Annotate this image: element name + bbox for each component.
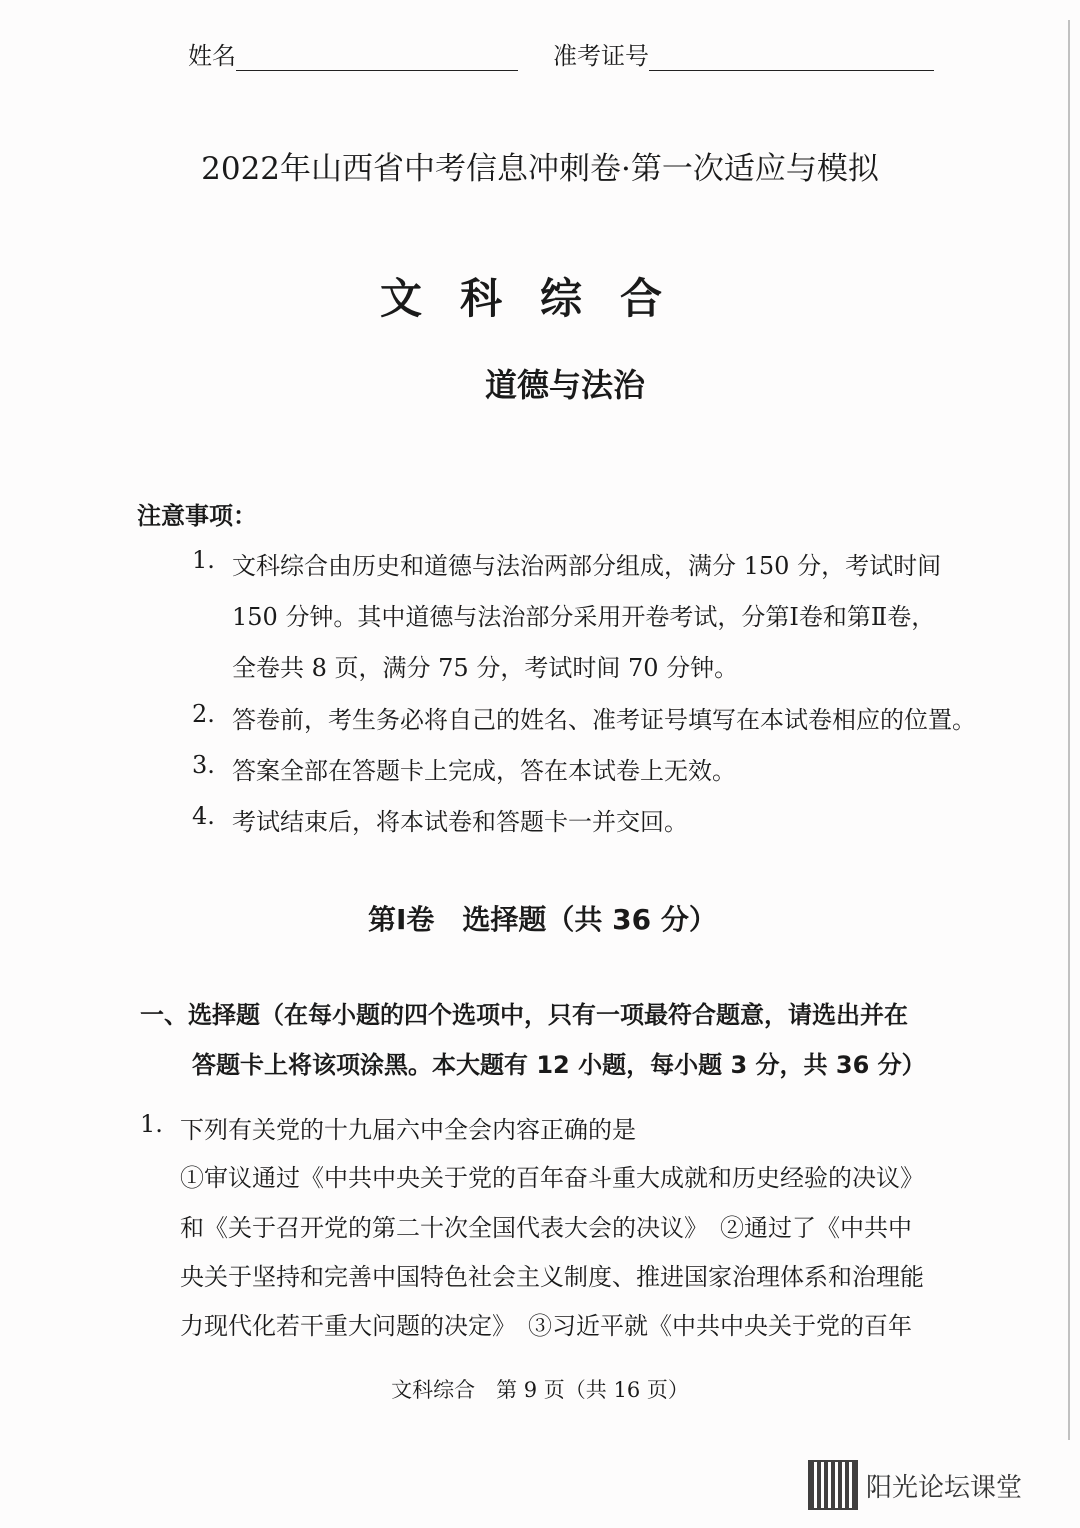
notice-num: 3.: [192, 751, 215, 779]
name-field: [188, 36, 518, 71]
question-line: ①审议通过《中共中央关于党的百年奋斗重大成就和历史经验的决议》: [180, 1164, 924, 1192]
notice-num: 1.: [192, 546, 215, 574]
name-label: 姓名: [188, 42, 236, 70]
question-number: 1.: [140, 1110, 163, 1138]
notice-line: 150 分钟。其中道德与法治部分采用开卷考试，分第Ⅰ卷和第Ⅱ卷，: [232, 603, 936, 631]
subsubject-title: 道德与法治: [484, 366, 645, 404]
part-label: 一、选择题: [140, 1001, 260, 1029]
question-line: 力现代化若干重大问题的决定》 ③习近平就《中共中央关于党的百年: [180, 1312, 912, 1340]
exam-id-blank: [649, 44, 934, 71]
qr-code-icon: [808, 1460, 858, 1510]
notice-line: 考试结束后，将本试卷和答题卡一并交回。: [232, 808, 688, 836]
notice-line: 文科综合由历史和道德与法治两部分组成，满分 150 分，考试时间: [232, 552, 942, 580]
notice-heading: 注意事项：: [137, 502, 257, 530]
page-footer: 文科综合 第 9 页（共 16 页）: [391, 1378, 689, 1402]
question-stem: 下列有关党的十九届六中全会内容正确的是: [180, 1116, 636, 1144]
notice-line: 答卷前，考生务必将自己的姓名、准考证号填写在本试卷相应的位置。: [232, 706, 976, 734]
exam-id-field: [553, 36, 934, 71]
name-blank: [236, 44, 518, 71]
exam-title: 2022年山西省中考信息冲刺卷·第一次适应与模拟: [201, 151, 879, 187]
part-instructions: 答题卡上将该项涂黑。本大题有 12 小题，每小题 3 分，共 36 分）: [192, 1051, 926, 1079]
watermark: [808, 1460, 1022, 1510]
notice-num: 2.: [192, 700, 215, 728]
subject-title: 文科综合: [379, 274, 700, 323]
exam-id-label: 准考证号: [553, 42, 649, 70]
notice-num: 4.: [192, 802, 215, 830]
section-heading: 第Ⅰ卷 选择题（共 36 分）: [368, 903, 717, 936]
notice-line: 答案全部在答题卡上完成，答在本试卷上无效。: [232, 757, 736, 785]
watermark-text: 阳光论坛课堂: [866, 1472, 1023, 1503]
question-line: 央关于坚持和完善中国特色社会主义制度、推进国家治理体系和治理能: [180, 1263, 924, 1291]
scan-border: [1068, 20, 1070, 1440]
part-instructions: （在每小题的四个选项中，只有一项最符合题意，请选出并在: [260, 1001, 908, 1029]
question-line: 和《关于召开党的第二十次全国代表大会的决议》 ②通过了《中共中: [180, 1214, 912, 1242]
notice-line: 全卷共 8 页，满分 75 分，考试时间 70 分钟。: [232, 654, 739, 682]
